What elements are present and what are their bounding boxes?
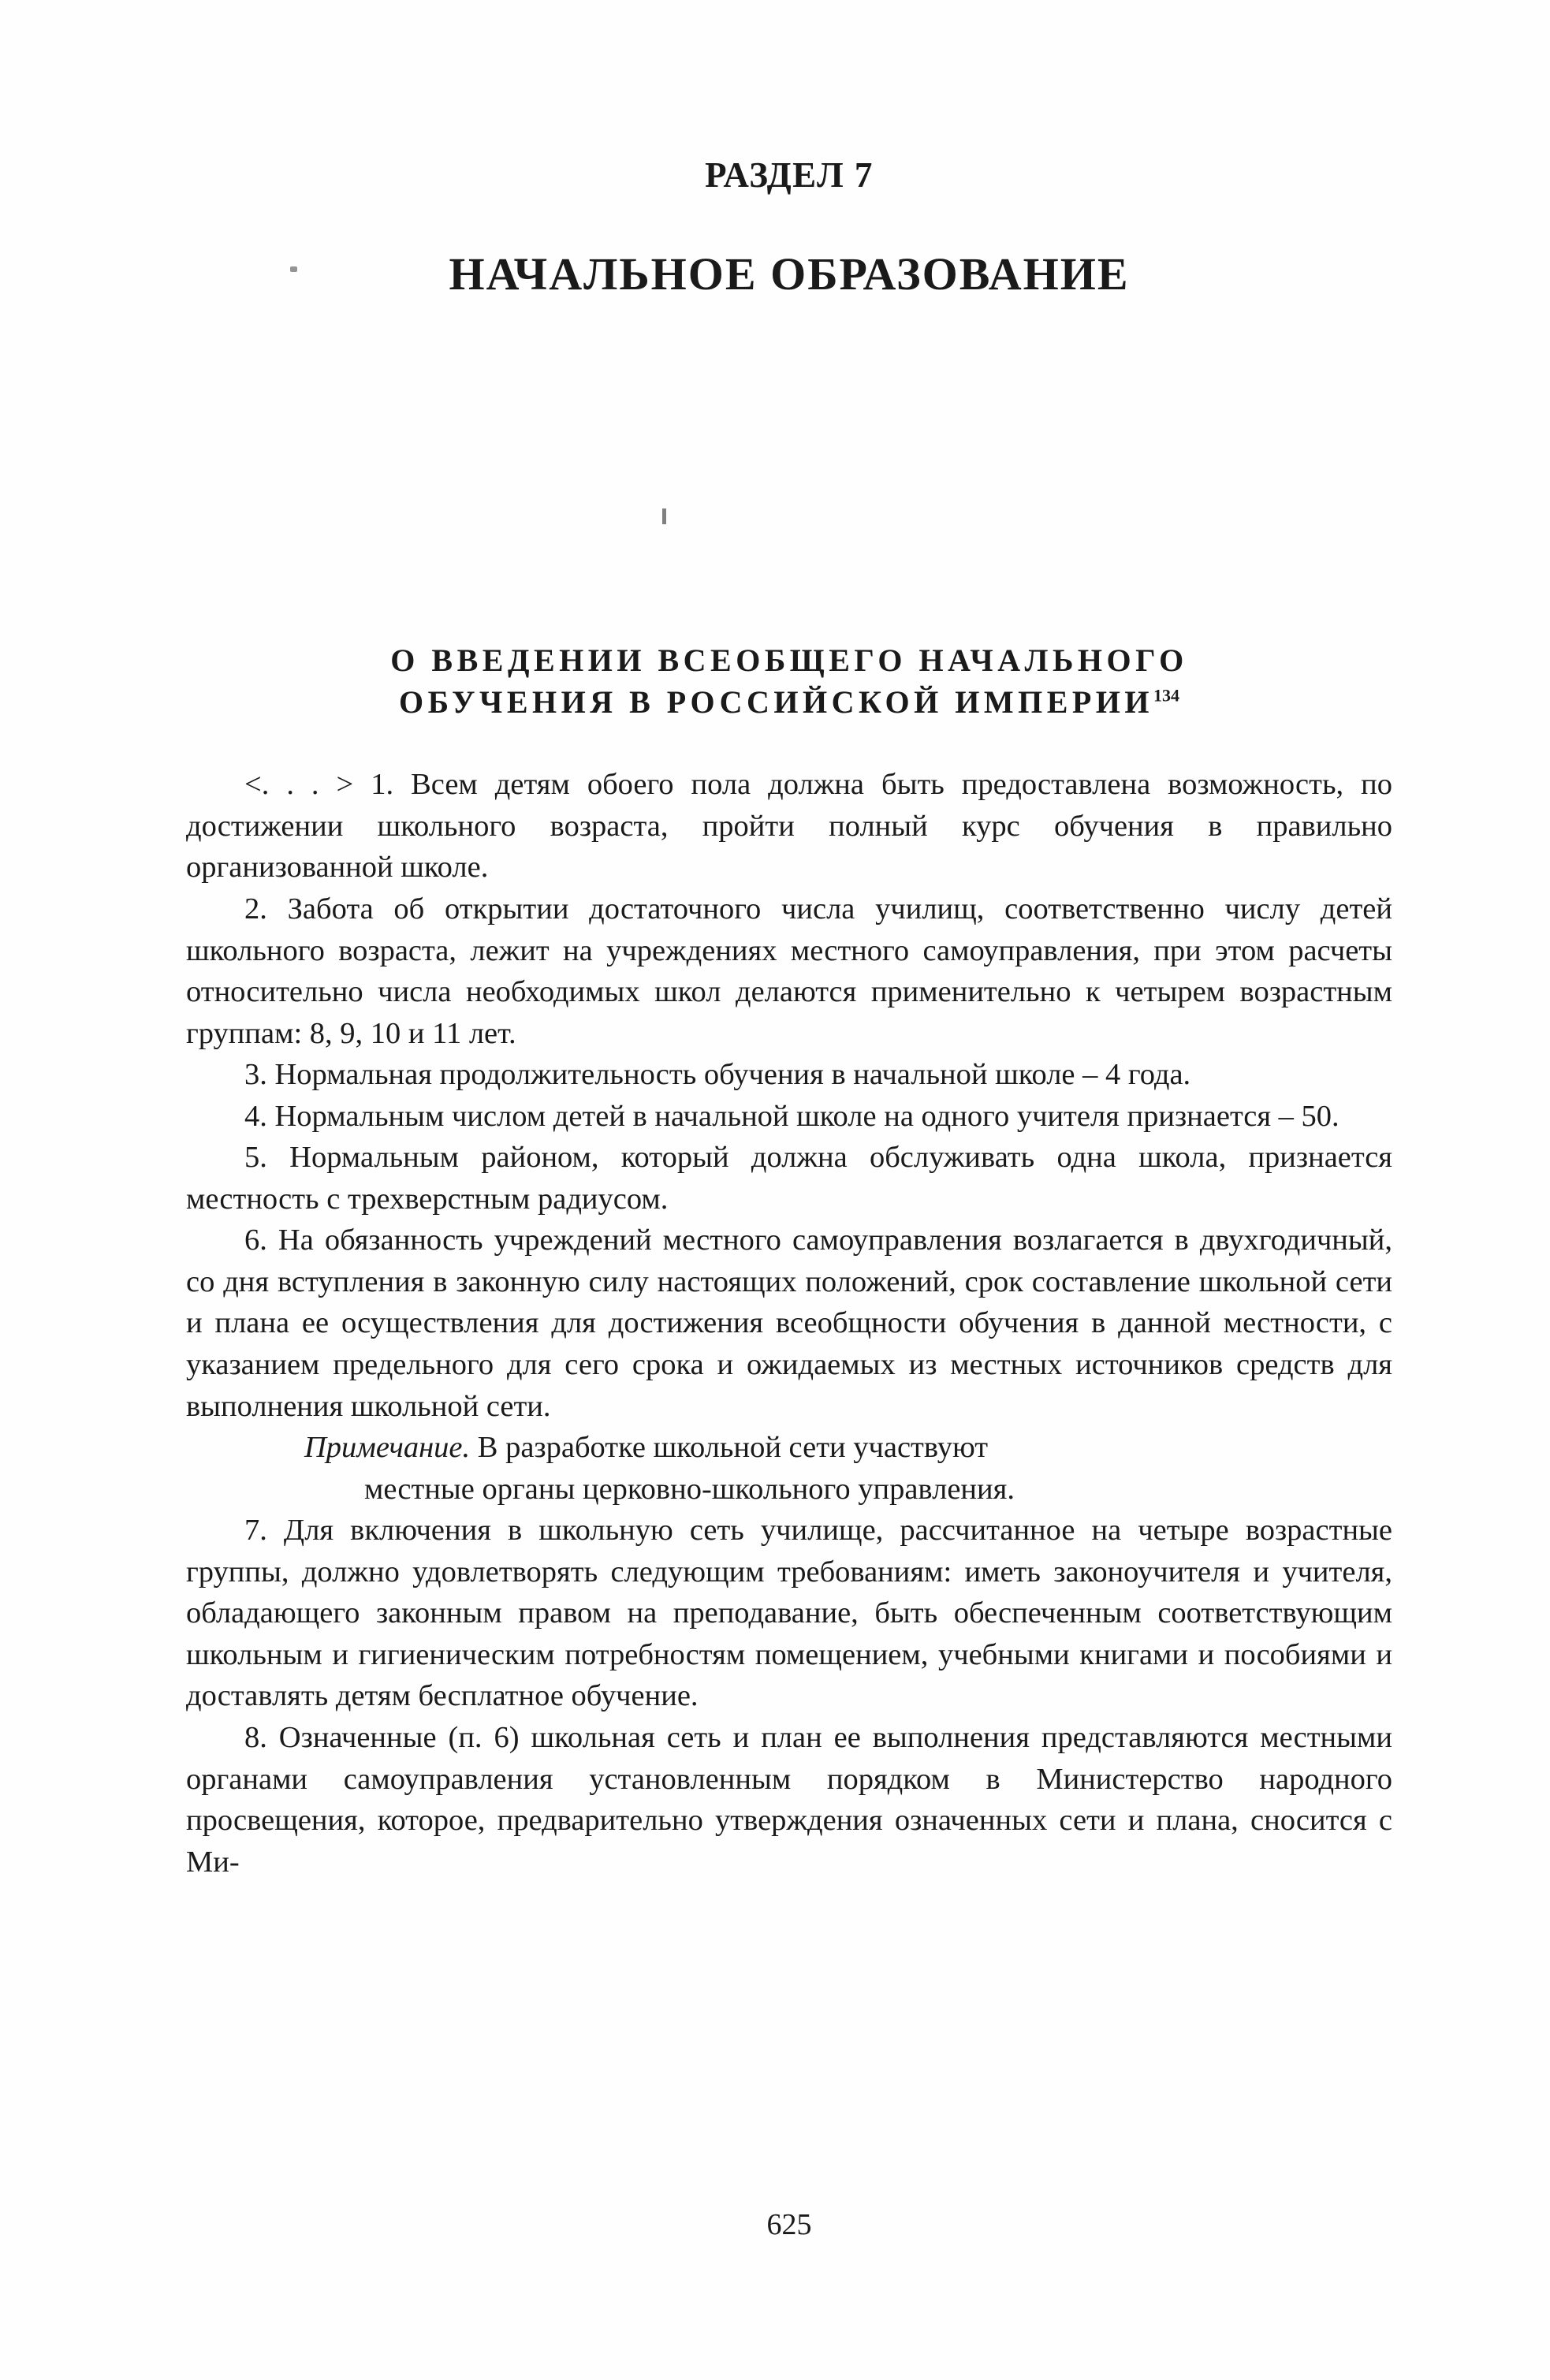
note-paragraph-continued: местные органы церковно-школьного управления.: [364, 1472, 1015, 1506]
paragraph-4: 4. Нормальным числом детей в начальной школе на одного учителя признается – 50.: [244, 1099, 1339, 1133]
article-heading: [186, 639, 1392, 723]
paragraph-2: 2. Забота об открытии достаточного числа училищ, соответственно числу детей школьного возраста, лежит на учреждениях местного самоуправления, при этом расчеты относительно числа необходимых школ делаются применительно к четырем возрастным группам: 8, 9, 10 и 11 лет.: [186, 892, 1392, 1050]
paragraph-5: 5. Нормальным районом, который должна обслуживать одна школа, признается местность с трехверстным радиусом.: [186, 1141, 1392, 1216]
page-content: [186, 0, 1392, 2380]
paragraph-3: 3. Нормальная продолжительность обучения в начальной школе – 4 года.: [244, 1058, 1191, 1092]
article-heading-line-2-text: ОБУЧЕНИЯ В РОССИЙСКОЙ ИМПЕРИИ: [398, 684, 1154, 721]
article-heading-line-2: [186, 681, 1392, 723]
note-paragraph: [186, 1427, 1392, 1469]
article-heading-line-1: О ВВЕДЕНИИ ВСЕОБЩЕГО НАЧАЛЬНОГО: [390, 642, 1188, 678]
footnote-marker: 134: [1153, 685, 1180, 706]
page-title: НАЧАЛЬНОЕ ОБРАЗОВАНИЕ: [449, 248, 1130, 300]
paragraph-1: <. . . > 1. Всем детям обоего пола должна быть предоставлена возможность, по достижении школьного возраста, пройти полный курс обучения в правильно организованной школе.: [186, 768, 1392, 885]
note-label: Примечание.: [304, 1431, 471, 1465]
paragraph-7: 7. Для включения в школьную сеть училище, рассчитанное на четыре возрастные группы, должно удовлетворять следующим требованиям: иметь законоучителя и учителя, обладающего законным правом на преподавание, быть обеспеченным соответствующим школьным и гигиеническим потребностям помещением, учебными книгами и пособиями и доставлять детям бесплатное обучение.: [186, 1514, 1392, 1713]
page-number: 625: [766, 2208, 812, 2241]
section-label: РАЗДЕЛ 7: [705, 155, 874, 195]
note-text-line-1: В разработке школьной сети участвуют: [470, 1431, 989, 1465]
paragraph-6: 6. На обязанность учреждений местного самоуправления возлагается в двухгодичный, со дня вступления в законную силу настоящих положений, срок составление школьной сети и плана ее осуществления для достижения всеобщности обучения в данной местности, с указанием предельного для сего срока и ожидаемых из местных источников средств для выполнения школьной сети.: [186, 1224, 1392, 1423]
article-body: [186, 764, 1392, 1883]
paragraph-8: 8. Означенные (п. 6) школьная сеть и план ее выполнения представляются местными органами самоуправления установленным порядком в Министерство народного просвещения, которое, предварительно утверждения означенных сети и плана, сносится с Ми-: [186, 1720, 1392, 1879]
scan-artifact-dash: [662, 508, 666, 524]
